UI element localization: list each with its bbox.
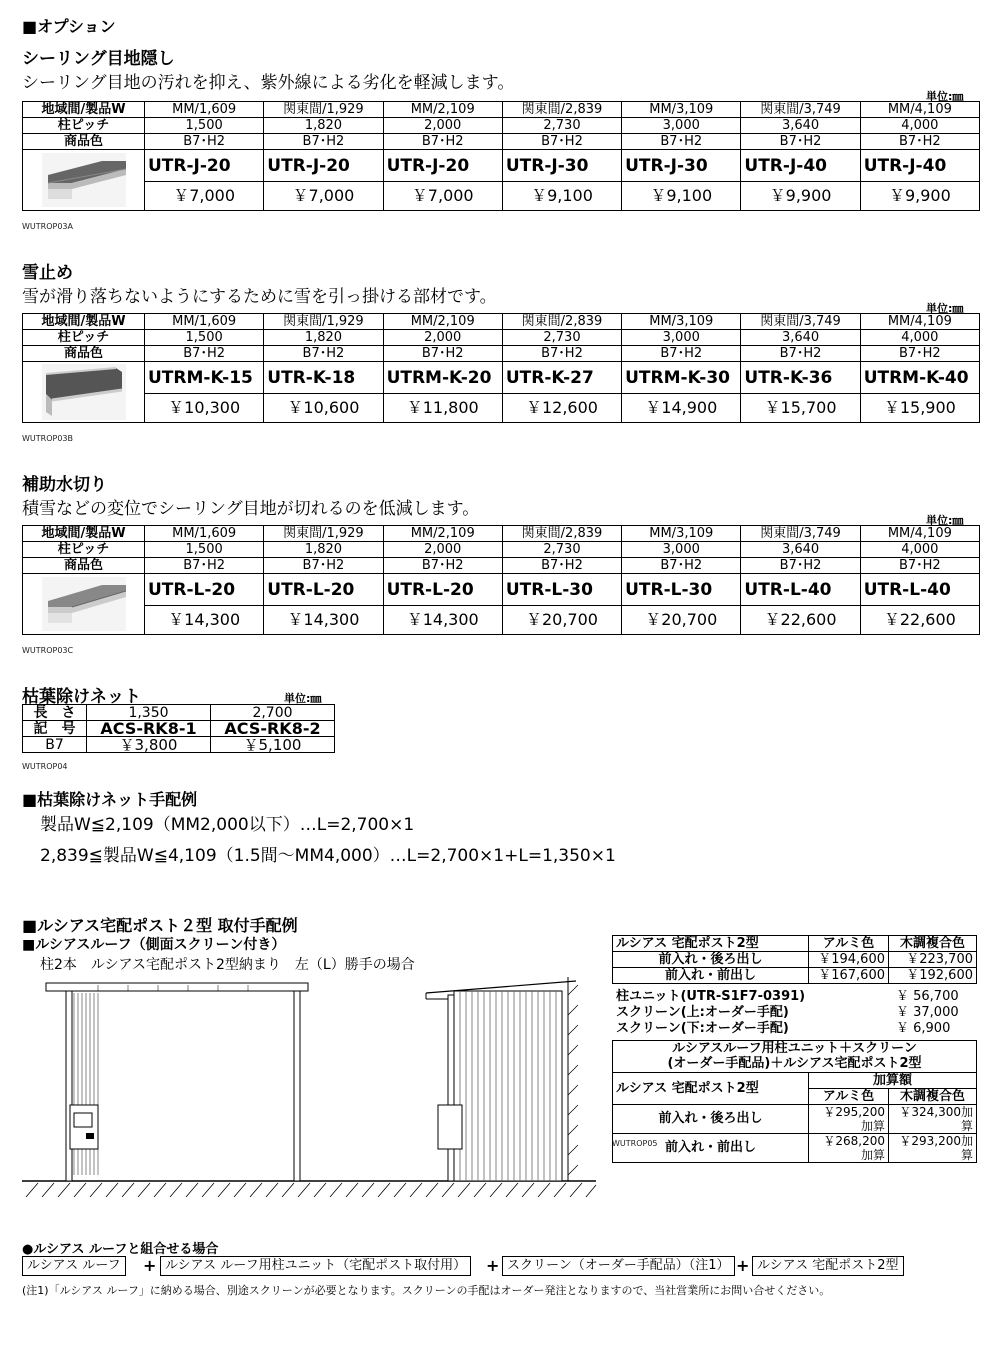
price-cell: ￥9,100 xyxy=(622,182,741,211)
label-code: 記 号 xyxy=(23,721,87,737)
unit-label: 単位:㎜ xyxy=(926,90,964,103)
combo-col-alumi: アルミ色 xyxy=(809,1089,889,1105)
row-label-color: 商品色 xyxy=(23,558,145,574)
color-cell: B7･H2 xyxy=(502,558,621,574)
arrangement-line: 2,839≦製品W≦4,109（1.5間～MM4,000）…L=2,700×1+L=1,350×1 xyxy=(40,846,616,866)
pitch-cell: 2,000 xyxy=(383,118,502,134)
color-cell: B7･H2 xyxy=(383,346,502,362)
pitch-cell: 4,000 xyxy=(860,118,979,134)
page-title: ■オプション xyxy=(22,17,116,36)
product-code: UTR-L-40 xyxy=(741,574,860,606)
width-cell: MM/3,109 xyxy=(622,102,741,118)
product-code: UTR-L-20 xyxy=(264,574,383,606)
combo-col-wood: 木調複合色 xyxy=(889,1089,977,1105)
price-cell: ￥20,700 xyxy=(622,606,741,635)
row-label: 前入れ・前出し xyxy=(613,968,809,984)
row-label-width: 地域間/製品W xyxy=(23,526,145,542)
pitch-cell: 3,000 xyxy=(622,542,741,558)
row-label: 前入れ・後ろ出し xyxy=(613,952,809,968)
product-code: UTR-L-20 xyxy=(145,574,264,606)
pitch-cell: 1,500 xyxy=(145,542,264,558)
row-label: 前入れ・前出し xyxy=(613,1134,809,1163)
combo-price-alumi: ￥295,200加算 xyxy=(809,1105,889,1134)
color-cell: B7･H2 xyxy=(741,558,860,574)
combo-item-delivery-post: ルシアス 宅配ポスト2型 xyxy=(752,1256,904,1276)
leaf-net-code: ACS-RK8-2 xyxy=(211,721,335,737)
extra-label: スクリーン(下:オーダー手配) xyxy=(616,1021,789,1036)
color-cell: B7･H2 xyxy=(145,134,264,150)
length-cell: 1,350 xyxy=(87,705,211,721)
post-combo-table xyxy=(612,1040,977,1163)
combo-product: ルシアス 宅配ポスト2型 xyxy=(613,1073,809,1105)
price-cell: ￥7,000 xyxy=(264,182,383,211)
width-cell: MM/3,109 xyxy=(622,526,741,542)
pitch-cell: 4,000 xyxy=(860,330,979,346)
combo-item-screen: スクリーン（オーダー手配品）（注1） xyxy=(502,1256,735,1276)
unit-label: 単位:㎜ xyxy=(926,302,964,315)
drip-part-image xyxy=(42,577,126,631)
extra-label: スクリーン(上:オーダー手配) xyxy=(616,1005,789,1020)
image-code: WUTROP03C xyxy=(22,646,74,655)
product-code: UTR-J-30 xyxy=(502,150,621,182)
post-section-title: ■ルシアス宅配ポスト２型 取付手配例 xyxy=(22,916,298,935)
color-cell: B7･H2 xyxy=(383,558,502,574)
price-alumi: ￥167,600 xyxy=(809,968,889,984)
width-cell: MM/2,109 xyxy=(383,102,502,118)
option-title-drip: 補助水切り xyxy=(22,475,107,495)
product-code: UTR-J-40 xyxy=(741,150,860,182)
post-section-subtitle: ■ルシアスルーフ（側面スクリーン付き） xyxy=(22,937,286,953)
product-code: UTR-K-36 xyxy=(741,362,860,394)
price-cell: ￥10,600 xyxy=(264,394,383,423)
post-price-table xyxy=(612,935,977,984)
color-cell: B7･H2 xyxy=(264,346,383,362)
price-cell: ￥7,000 xyxy=(145,182,264,211)
pitch-cell: 3,640 xyxy=(741,542,860,558)
option-table-sealing xyxy=(22,101,980,211)
pitch-cell: 3,640 xyxy=(741,118,860,134)
combo-title-line1: ルシアスルーフ用柱ユニット＋スクリーン xyxy=(613,1041,977,1057)
leaf-net-title: 枯葉除けネット xyxy=(22,687,141,707)
label-color: B7 xyxy=(23,737,87,753)
color-cell: B7･H2 xyxy=(741,346,860,362)
color-cell: B7･H2 xyxy=(502,134,621,150)
width-cell: MM/4,109 xyxy=(860,526,979,542)
image-code: WUTROP05 xyxy=(612,1139,658,1148)
price-cell: ￥9,900 xyxy=(741,182,860,211)
footnote: (注1)「ルシアス ルーフ」に納める場合、別途スクリーンが必要となります。スクリーンの手配はオーダー発注となりますので、当社営業所にお問い合せください。 xyxy=(22,1284,831,1297)
product-code: UTR-J-30 xyxy=(622,150,741,182)
product-code: UTRM-K-15 xyxy=(145,362,264,394)
color-cell: B7･H2 xyxy=(145,558,264,574)
label-length: 長 さ xyxy=(23,705,87,721)
unit-label: 単位:㎜ xyxy=(284,692,322,705)
width-cell: 関東間/3,749 xyxy=(741,526,860,542)
width-cell: MM/4,109 xyxy=(860,314,979,330)
product-code: UTR-J-40 xyxy=(860,150,979,182)
width-cell: 関東間/3,749 xyxy=(741,314,860,330)
product-image-sealing xyxy=(23,150,145,211)
product-code: UTR-L-40 xyxy=(860,574,979,606)
price-cell: ￥15,900 xyxy=(860,394,979,423)
pitch-cell: 4,000 xyxy=(860,542,979,558)
image-code: WUTROP03A xyxy=(22,222,73,231)
price-cell: ￥9,900 xyxy=(860,182,979,211)
price-cell: ￥9,100 xyxy=(502,182,621,211)
pitch-cell: 3,640 xyxy=(741,330,860,346)
plus-sign: + xyxy=(486,1256,500,1275)
price-wood: ￥192,600 xyxy=(889,968,977,984)
product-code: UTR-J-20 xyxy=(145,150,264,182)
pitch-cell: 3,000 xyxy=(622,118,741,134)
plus-sign: + xyxy=(143,1256,157,1275)
product-code: UTR-J-20 xyxy=(264,150,383,182)
color-cell: B7･H2 xyxy=(145,346,264,362)
product-code: UTR-K-18 xyxy=(264,362,383,394)
width-cell: 関東間/1,929 xyxy=(264,102,383,118)
leaf-net-table xyxy=(22,704,335,753)
price-cell: ￥12,600 xyxy=(502,394,621,423)
image-code: WUTROP04 xyxy=(22,762,68,771)
color-cell: B7･H2 xyxy=(502,346,621,362)
width-cell: 関東間/2,839 xyxy=(502,526,621,542)
width-cell: MM/1,609 xyxy=(145,526,264,542)
width-cell: 関東間/3,749 xyxy=(741,102,860,118)
price-wood: ￥223,700 xyxy=(889,952,977,968)
header-product: ルシアス 宅配ポスト2型 xyxy=(613,936,809,952)
product-code: UTRM-K-40 xyxy=(860,362,979,394)
row-label-color: 商品色 xyxy=(23,134,145,150)
combo-price-alumi: ￥268,200加算 xyxy=(809,1134,889,1163)
pitch-cell: 1,820 xyxy=(264,330,383,346)
color-cell: B7･H2 xyxy=(622,558,741,574)
leaf-net-code: ACS-RK8-1 xyxy=(87,721,211,737)
combo-item-roof: ルシアス ルーフ xyxy=(22,1256,126,1276)
combo-add-header: 加算額 xyxy=(809,1073,977,1089)
width-cell: MM/2,109 xyxy=(383,314,502,330)
product-code: UTRM-K-30 xyxy=(622,362,741,394)
color-cell: B7･H2 xyxy=(622,346,741,362)
pitch-cell: 1,500 xyxy=(145,330,264,346)
price-cell: ￥15,700 xyxy=(741,394,860,423)
product-image-drip xyxy=(23,574,145,635)
pitch-cell: 1,500 xyxy=(145,118,264,134)
pitch-cell: 3,000 xyxy=(622,330,741,346)
color-cell: B7･H2 xyxy=(860,558,979,574)
row-label-color: 商品色 xyxy=(23,346,145,362)
image-code: WUTROP03B xyxy=(22,434,73,443)
combo-price-wood: ￥293,200加算 xyxy=(889,1134,977,1163)
color-cell: B7･H2 xyxy=(860,134,979,150)
width-cell: MM/2,109 xyxy=(383,526,502,542)
combo-title-line2: (オーダー手配品)＋ルシアス宅配ポスト2型 xyxy=(613,1057,977,1073)
post-section-note: 柱2本 ルシアス宅配ポスト2型納まり 左（L）勝手の場合 xyxy=(40,957,415,973)
color-cell: B7･H2 xyxy=(264,134,383,150)
price-cell: ￥22,600 xyxy=(860,606,979,635)
width-cell: 関東間/2,839 xyxy=(502,102,621,118)
width-cell: 関東間/1,929 xyxy=(264,314,383,330)
row-label-pitch: 柱ピッチ xyxy=(23,118,145,134)
extra-price: ￥ 56,700 xyxy=(896,989,959,1004)
sealing-part-image xyxy=(42,153,126,207)
option-desc-snowstop: 雪が滑り落ちないようにするために雪を引っ掛ける部材です。 xyxy=(22,287,497,307)
color-cell: B7･H2 xyxy=(622,134,741,150)
pitch-cell: 2,730 xyxy=(502,118,621,134)
option-title-sealing: シーリング目地隠し xyxy=(22,49,175,69)
price-cell: ￥3,800 xyxy=(87,737,211,753)
product-code: UTR-J-20 xyxy=(383,150,502,182)
pitch-cell: 2,730 xyxy=(502,330,621,346)
row-label-width: 地域間/製品W xyxy=(23,314,145,330)
row-label-pitch: 柱ピッチ xyxy=(23,542,145,558)
extra-label: 柱ユニット(UTR-S1F7-0391) xyxy=(616,989,806,1004)
pitch-cell: 1,820 xyxy=(264,118,383,134)
product-code: UTRM-K-20 xyxy=(383,362,502,394)
pitch-cell: 2,000 xyxy=(383,330,502,346)
width-cell: MM/3,109 xyxy=(622,314,741,330)
length-cell: 2,700 xyxy=(211,705,335,721)
price-cell: ￥10,300 xyxy=(145,394,264,423)
leaf-net-arrangement-title: ■枯葉除けネット手配例 xyxy=(22,790,198,809)
combo-price-wood: ￥324,300加算 xyxy=(889,1105,977,1134)
price-cell: ￥14,300 xyxy=(145,606,264,635)
price-cell: ￥14,300 xyxy=(383,606,502,635)
product-code: UTR-L-20 xyxy=(383,574,502,606)
price-cell: ￥11,800 xyxy=(383,394,502,423)
option-desc-sealing: シーリング目地の汚れを抑え、紫外線による劣化を軽減します。 xyxy=(22,73,515,93)
width-cell: MM/1,609 xyxy=(145,314,264,330)
extra-price: ￥ 37,000 xyxy=(896,1005,959,1020)
pitch-cell: 2,000 xyxy=(383,542,502,558)
plus-sign: + xyxy=(736,1256,750,1275)
price-cell: ￥14,300 xyxy=(264,606,383,635)
extra-price: ￥ 6,900 xyxy=(896,1021,951,1036)
color-cell: B7･H2 xyxy=(860,346,979,362)
width-cell: 関東間/2,839 xyxy=(502,314,621,330)
header-alumi: アルミ色 xyxy=(809,936,889,952)
color-cell: B7･H2 xyxy=(383,134,502,150)
price-cell: ￥7,000 xyxy=(383,182,502,211)
combo-item-post-unit: ルシアス ルーフ用柱ユニット（宅配ポスト取付用） xyxy=(160,1256,471,1276)
width-cell: MM/4,109 xyxy=(860,102,979,118)
price-cell: ￥20,700 xyxy=(502,606,621,635)
carport-post-drawing xyxy=(18,975,600,1200)
option-title-snowstop: 雪止め xyxy=(22,263,73,283)
color-cell: B7･H2 xyxy=(264,558,383,574)
unit-label: 単位:㎜ xyxy=(926,514,964,527)
price-alumi: ￥194,600 xyxy=(809,952,889,968)
pitch-cell: 1,820 xyxy=(264,542,383,558)
header-wood: 木調複合色 xyxy=(889,936,977,952)
color-cell: B7･H2 xyxy=(741,134,860,150)
arrangement-line: 製品W≦2,109（MM2,000以下）…L=2,700×1 xyxy=(40,815,415,835)
width-cell: MM/1,609 xyxy=(145,102,264,118)
price-cell: ￥22,600 xyxy=(741,606,860,635)
pitch-cell: 2,730 xyxy=(502,542,621,558)
price-cell: ￥14,900 xyxy=(622,394,741,423)
option-desc-drip: 積雪などの変位でシーリング目地が切れるのを低減します。 xyxy=(22,499,480,519)
product-code: UTR-K-27 xyxy=(502,362,621,394)
width-cell: 関東間/1,929 xyxy=(264,526,383,542)
snowstop-part-image xyxy=(42,364,126,420)
combination-title: ●ルシアス ルーフと組合せる場合 xyxy=(22,1242,219,1257)
product-image-snowstop xyxy=(23,362,145,423)
product-code: UTR-L-30 xyxy=(622,574,741,606)
row-label: 前入れ・後ろ出し xyxy=(613,1105,809,1134)
row-label-width: 地域間/製品W xyxy=(23,102,145,118)
price-cell: ￥5,100 xyxy=(211,737,335,753)
option-table-snowstop xyxy=(22,313,980,423)
row-label-pitch: 柱ピッチ xyxy=(23,330,145,346)
option-table-drip xyxy=(22,525,980,635)
product-code: UTR-L-30 xyxy=(502,574,621,606)
